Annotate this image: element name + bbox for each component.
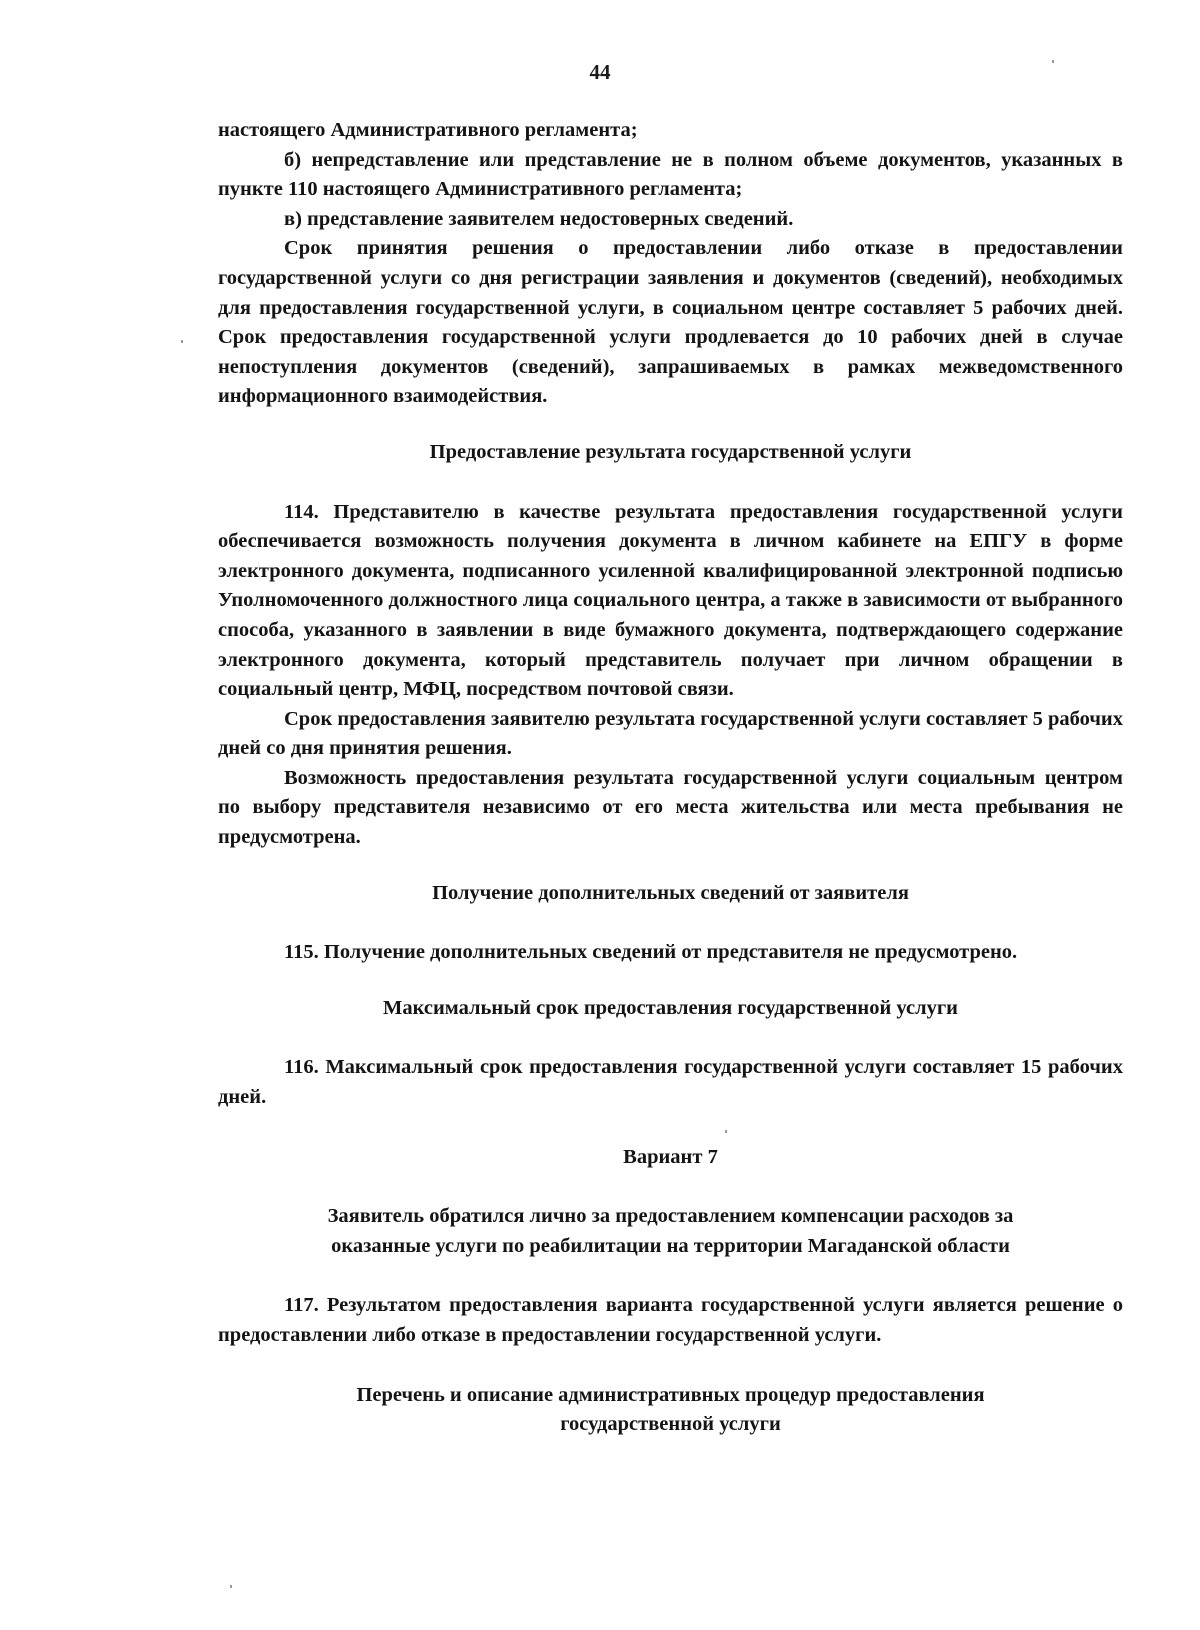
document-body xyxy=(218,116,1123,1440)
scan-speck xyxy=(181,340,183,343)
paragraph-114: 114. Представителю в качестве результата предоставления государственной услуги обеспечивается возможность получения документа в личном кабинете на ЕПГУ в форме электронного документа, подписанного усиленной квалифицированной электронной подписью Уполномоченного должностного лица социального центра, а также в зависимости от выбранного способа, указанного в заявлении в виде бумажного документа, подтверждающего содержание электронного документа, который представитель получает при личном обращении в социальный центр, МФЦ, посредством почтовой связи. xyxy=(218,500,1123,701)
paragraph-item-v: в) представление заявителем недостоверных сведений. xyxy=(284,207,794,230)
paragraph-result-term: Срок предоставления заявителю результата государственной услуги составляет 5 рабочих дней со дня принятия решения. xyxy=(218,707,1123,760)
heading-applicant-line2: оказанные услуги по реабилитации на территории Магаданской области xyxy=(331,1234,1010,1257)
page-number: 44 xyxy=(589,60,611,84)
paragraph-decision-term: Срок принятия решения о предоставлении либо отказе в предоставлении государственной услуги со дня регистрации заявления и документов (сведений), необходимых для предоставления государственной услуги, в социальном центре составляет 5 рабочих дней. Срок предоставления государственной услуги продлевается до 10 рабочих дней в случае непоступления документов (сведений), запрашиваемых в рамках межведомственного информационного взаимодействия. xyxy=(218,237,1123,408)
paragraph-116: 116. Максимальный срок предоставления государственной услуги составляет 15 рабочих дней. xyxy=(218,1056,1123,1109)
heading-variant-7: Вариант 7 xyxy=(623,1145,718,1168)
heading-procedures-line2: государственной услуги xyxy=(560,1413,781,1436)
paragraph-117: 117. Результатом предоставления варианта государственной услуги является решение о предоставлении либо отказе в предоставлении государственной услуги. xyxy=(218,1294,1123,1346)
heading-procedures-line1: Перечень и описание административных процедур предоставления xyxy=(356,1383,985,1406)
paragraph-item-b: б) непредставление или представление не в полном объеме документов, указанных в пункте 110 настоящего Административного регламента; xyxy=(218,148,1123,201)
scan-speck xyxy=(725,1130,727,1133)
heading-applicant-line1: Заявитель обратился лично за предоставлением компенсации расходов за xyxy=(327,1205,1014,1228)
paragraph-115: 115. Получение дополнительных сведений от представителя не предусмотрено. xyxy=(284,941,1018,964)
heading-max-term: Максимальный срок предоставления государственной услуги xyxy=(382,996,958,1019)
heading-additional-info: Получение дополнительных сведений от заявителя xyxy=(432,881,909,904)
scan-speck xyxy=(1052,60,1054,63)
heading-result-provision: Предоставление результата государственной услуги xyxy=(429,440,912,463)
paragraph-continuation: настоящего Административного регламента; xyxy=(218,119,638,141)
scan-speck xyxy=(230,1585,232,1588)
paragraph-result-possibility: Возможность предоставления результата государственной услуги социальным центром по выбору представителя независимо от его места жительства или места пребывания не предусмотрена. xyxy=(218,766,1123,849)
